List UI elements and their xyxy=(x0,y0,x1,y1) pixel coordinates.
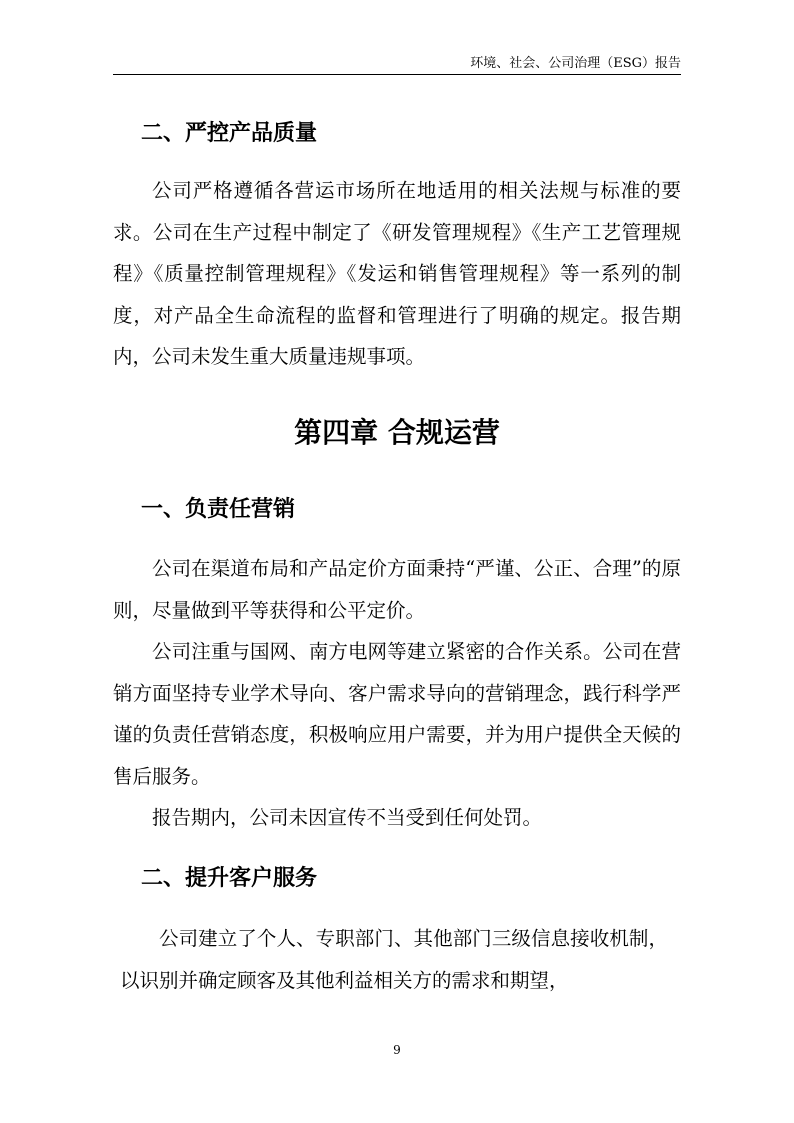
section-heading-marketing: 一、负责任营销 xyxy=(141,497,296,522)
paragraph-marketing-2: 公司注重与国网、南方电网等建立紧密的合作关系。公司在营销方面坚持专业学术导向、客户需求导向的营销理念，践行科学严谨的负责任营销态度，积极响应用户需要，并为用户提供全天候的售后服务。 xyxy=(113,640,681,788)
page-number: 9 xyxy=(393,1043,401,1057)
paragraph-quality: 公司严格遵循各营运市场所在地适用的相关法规与标准的要求。公司在生产过程中制定了《研发管理规程》《生产工艺管理规程》《质量控制管理规程》《发运和销售管理规程》等一系列的制度，对产品全生命流程的监督和管理进行了明确的规定。报告期内，公司未发生重大质量违规事项。 xyxy=(113,179,681,368)
page-header xyxy=(113,56,681,75)
paragraph-marketing-3: 报告期内，公司未因宣传不当受到任何处罚。 xyxy=(152,806,543,829)
section-heading-quality: 二、严控产品质量 xyxy=(141,121,318,146)
paragraph-marketing-1: 公司在渠道布局和产品定价方面秉持“严谨、公正、合理”的原则，尽量做到平等获得和公平定价。 xyxy=(113,557,681,622)
section-heading-service: 二、提升客户服务 xyxy=(141,866,318,891)
chapter-title: 第四章 合规运营 xyxy=(294,416,500,449)
header-title: 环境、社会、公司治理（ESG）报告 xyxy=(470,56,681,71)
paragraph-service: 公司建立了个人、专职部门、其他部门三级信息接收机制，以识别并确定顾客及其他利益相关方的需求和期望， xyxy=(120,927,668,992)
